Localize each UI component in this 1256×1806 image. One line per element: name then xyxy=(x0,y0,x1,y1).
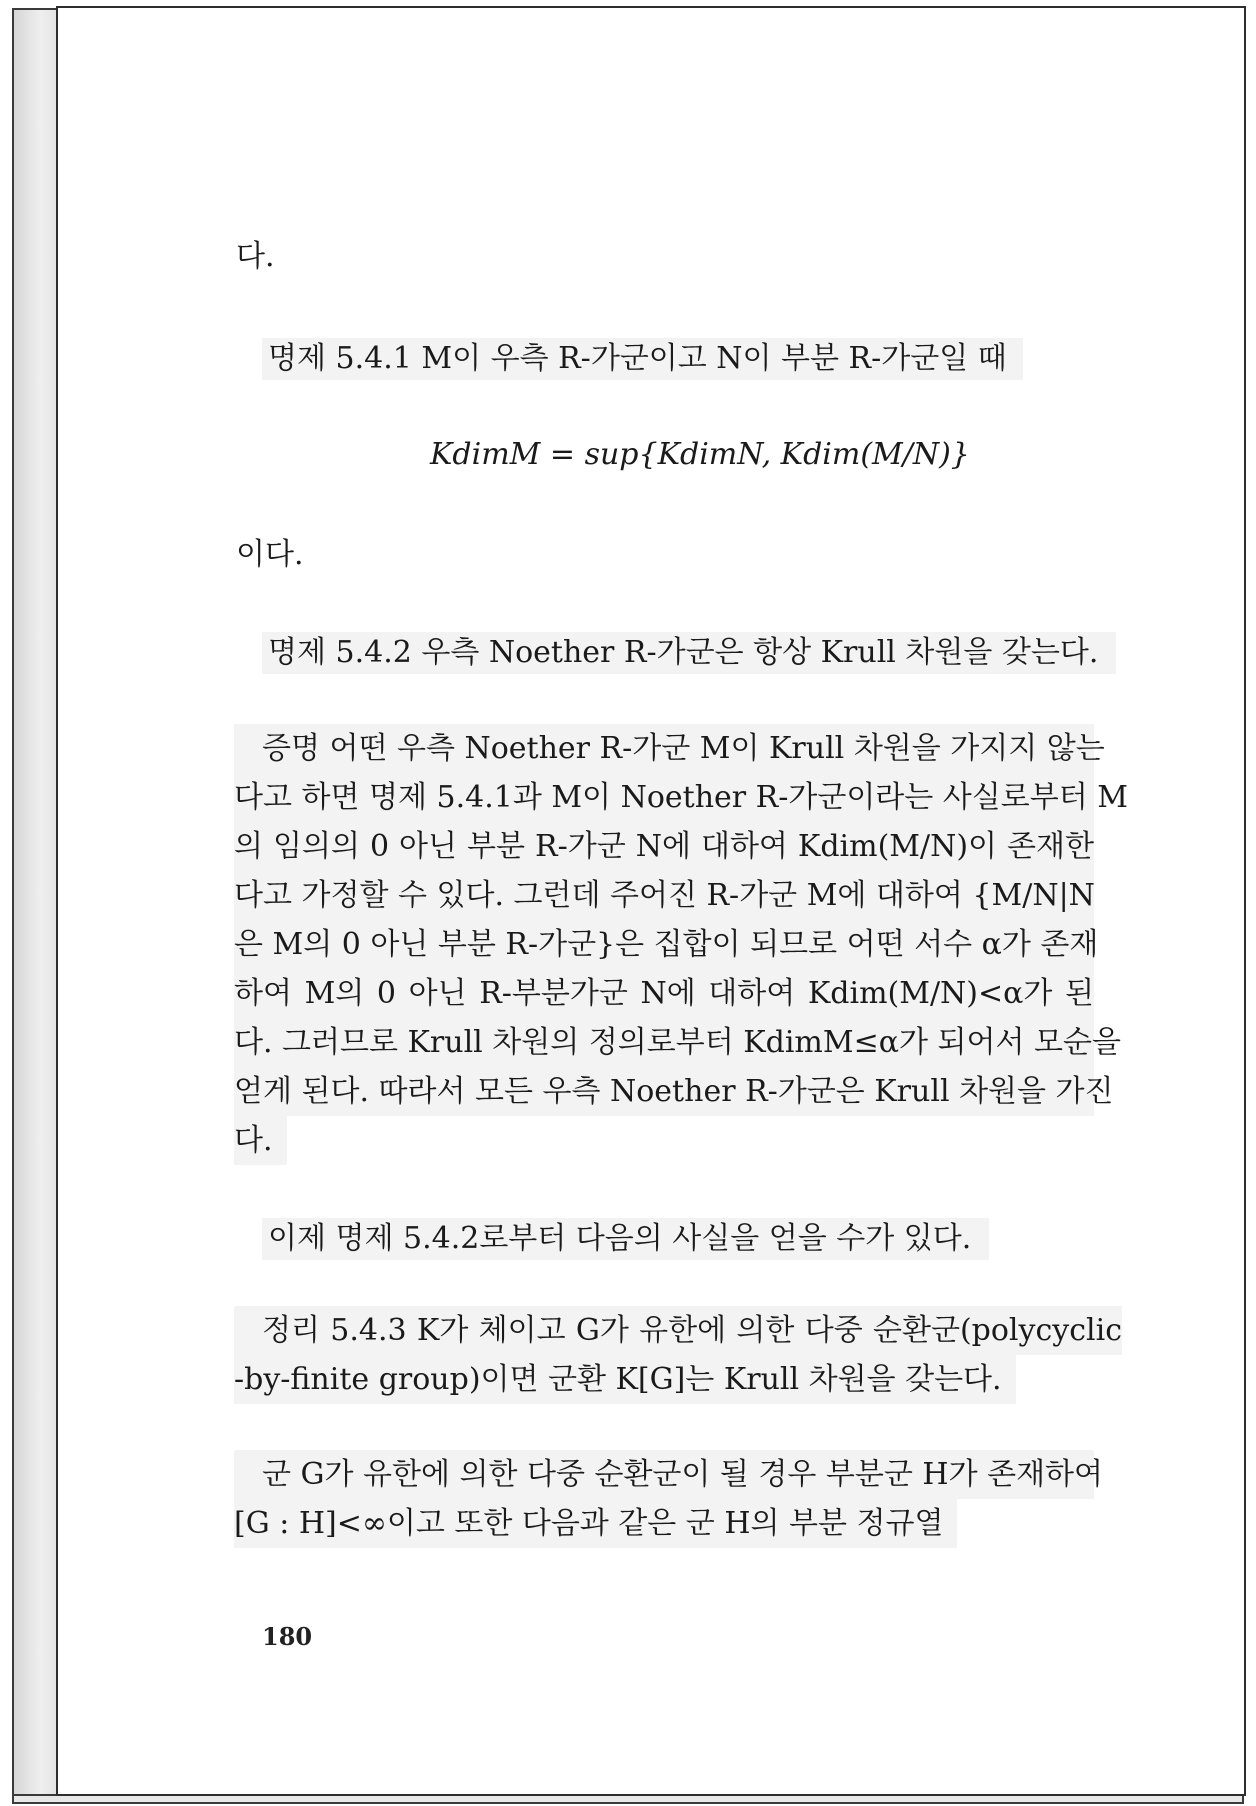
proof-line: 은 M의 0 아닌 부분 R-가군}은 집합이 되므로 어떤 서수 α가 존재 xyxy=(234,920,1094,969)
line-da: 다. xyxy=(236,239,275,274)
theorem-5-4-3 xyxy=(234,1306,1122,1404)
proposition-5-4-1: 명제 5.4.1 M이 우측 R-가군이고 N이 부분 R-가군일 때 xyxy=(262,338,1023,380)
closing-paragraph xyxy=(234,1450,1104,1548)
page-number: 180 xyxy=(262,1622,313,1651)
theorem-line: -by-finite group)이면 군환 K[G]는 Krull 차원을 갖는다. xyxy=(234,1355,1016,1404)
proof-line: 증명 어떤 우측 Noether R-가군 M이 Krull 차원을 가지지 않는 xyxy=(234,724,1094,773)
proof-paragraph xyxy=(234,724,1128,1165)
closing-line: 군 G가 유한에 의한 다중 순환군이 될 경우 부분군 H가 존재하여 xyxy=(234,1450,1094,1499)
proof-line: 하여 M의 0 아닌 R-부분가군 N에 대하여 Kdim(M/N)<α가 된 xyxy=(234,969,1094,1018)
proof-line: 얻게 된다. 따라서 모든 우측 Noether R-가군은 Krull 차원을 가진 xyxy=(234,1067,1094,1116)
proof-line: 다고 하면 명제 5.4.1과 M이 Noether R-가군이라는 사실로부터 M xyxy=(234,773,1094,822)
theorem-line: 정리 5.4.3 K가 체이고 G가 유한에 의한 다중 순환군(polycyclic xyxy=(234,1306,1122,1355)
line-ida: 이다. xyxy=(236,537,304,572)
book-spine xyxy=(12,8,60,1802)
formula-5-4-1: KdimM = sup{KdimN, Kdim(M/N)} xyxy=(430,437,970,472)
line-now: 이제 명제 5.4.2로부터 다음의 사실을 얻을 수가 있다. xyxy=(262,1218,989,1260)
proof-line: 의 임의의 0 아닌 부분 R-가군 N에 대하여 Kdim(M/N)이 존재한 xyxy=(234,822,1094,871)
closing-line: [G : H]<∞이고 또한 다음과 같은 군 H의 부분 정규열 xyxy=(234,1499,957,1548)
proof-line: 다고 가정할 수 있다. 그런데 주어진 R-가군 M에 대하여 {M/N|N xyxy=(234,871,1094,920)
proof-line: 다. 그러므로 Krull 차원의 정의로부터 KdimM≤α가 되어서 모순을 xyxy=(234,1018,1094,1067)
proof-line: 다. xyxy=(234,1116,287,1165)
proposition-5-4-2: 명제 5.4.2 우측 Noether R-가군은 항상 Krull 차원을 갖는다. xyxy=(262,632,1116,674)
